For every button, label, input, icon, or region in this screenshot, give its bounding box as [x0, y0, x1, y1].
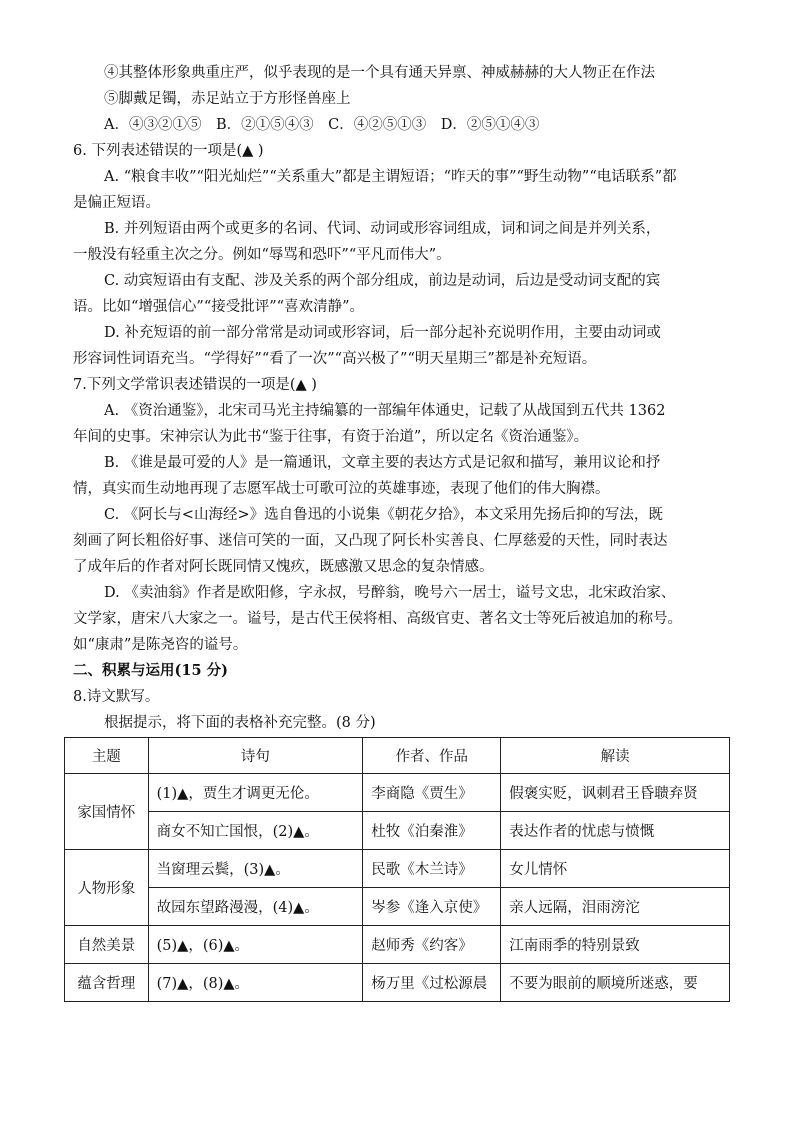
q7-option-d-line2: 文学家，唐宋八大家之一。谥号，是古代王侯将相、高级官吏、著名文士等死后被追加的称号。 [73, 611, 682, 627]
q5-choices: A．④③②①⑤ B．②①⑤④③ C．④②⑤①③ D．②⑤①④③ [104, 117, 540, 133]
q6-option-b-line1: B. 并列短语由两个或更多的名词、代词、动词或形容词组成，词和词之间是并列关系， [104, 221, 661, 237]
table-row [65, 926, 730, 964]
verse-cell: (7)▲，(8)▲。 [148, 964, 363, 1002]
author-cell: 杜牧《泊秦淮》 [363, 812, 501, 850]
header-theme: 主题 [65, 738, 149, 774]
verse-cell: (5)▲，(6)▲。 [148, 926, 363, 964]
table-row [65, 812, 730, 850]
q6-option-c-line2: 语。比如“增强信心”“接受批评”“喜欢清静”。 [73, 299, 364, 315]
q7-option-a-line2: 年间的史事。宋神宗认为此书“鉴于往事，有资于治道”，所以定名《资治通鉴》。 [73, 429, 589, 445]
q8-instruction: 根据提示，将下面的表格补充完整。(8 分) [104, 715, 376, 731]
verse-cell: 当窗理云鬓，(3)▲。 [148, 850, 363, 888]
q6-option-a-line1: A. “粮食丰收”“阳光灿烂”“关系重大”都是主谓短语；“昨天的事”“野生动物”“电话联系”都 [104, 169, 677, 185]
table-row [65, 888, 730, 926]
q7-option-b-line2: 情，真实而生动地再现了志愿军战士可歌可泣的英雄事迹，表现了他们的伟大胸襟。 [73, 481, 610, 497]
table-row [65, 964, 730, 1002]
q6-title: 6. 下列表述错误的一项是(▲ ) [73, 143, 264, 159]
note-cell: 不要为眼前的顺境所迷惑，要 [501, 964, 730, 1002]
theme-cell: 自然美景 [65, 926, 149, 964]
header-author: 作者、作品 [363, 738, 501, 774]
note-cell: 女儿情怀 [501, 850, 730, 888]
q6-option-d-line1: D. 补充短语的前一部分常常是动词或形容词，后一部分起补充说明作用，主要由动词或 [104, 325, 661, 341]
q7-option-d-line3: 如“康肃”是陈尧咨的谥号。 [73, 637, 248, 653]
note-cell: 江南雨季的特别景致 [501, 926, 730, 964]
q7-option-b-line1: B. 《谁是最可爱的人》是一篇通讯，文章主要的表达方式是记叙和描写，兼用议论和抒 [104, 455, 661, 471]
note-cell: 表达作者的忧虑与愤慨 [501, 812, 730, 850]
poetry-table [64, 737, 730, 1002]
section-2-heading: 二、积累与运用(15 分) [73, 662, 228, 679]
table-header-row [65, 738, 730, 774]
q6-option-c-line1: C. 动宾短语由有支配、涉及关系的两个部分组成，前边是动词，后边是受动词支配的宾 [104, 273, 661, 289]
author-cell: 李商隐《贾生》 [363, 774, 501, 812]
option-5-text: ⑤脚戴足镯，赤足站立于方形怪兽座上 [104, 91, 351, 107]
q7-option-c-line2: 刻画了阿长粗俗好事、迷信可笑的一面，又凸现了阿长朴实善良、仁厚慈爱的天性，同时表达 [73, 533, 668, 549]
header-verse: 诗句 [148, 738, 363, 774]
q7-option-d-line1: D. 《卖油翁》作者是欧阳修，字永叔，号醉翁，晚号六一居士，谥号文忠，北宋政治家、 [104, 585, 676, 601]
table-row [65, 850, 730, 888]
verse-cell: 商女不知亡国恨，(2)▲。 [148, 812, 363, 850]
note-cell: 亲人远隔，泪雨滂沱 [501, 888, 730, 926]
theme-cell: 蕴含哲理 [65, 964, 149, 1002]
q6-option-b-line2: 一般没有轻重主次之分。例如“辱骂和恐吓”“平凡而伟大”。 [73, 247, 451, 263]
q8-title: 8.诗文默写。 [73, 689, 160, 705]
author-cell: 赵师秀《约客》 [363, 926, 501, 964]
option-4-text: ④其整体形象典重庄严，似乎表现的是一个具有通天异禀、神威赫赫的大人物正在作法 [104, 65, 655, 81]
author-cell: 杨万里《过松源晨 [363, 964, 501, 1002]
note-cell: 假褒实贬，讽刺君王昏聩弃贤 [501, 774, 730, 812]
verse-cell: 故园东望路漫漫，(4)▲。 [148, 888, 363, 926]
q7-title: 7.下列文学常识表述错误的一项是(▲ ) [73, 377, 317, 393]
author-cell: 岑参《逢入京使》 [363, 888, 501, 926]
author-cell: 民歌《木兰诗》 [363, 850, 501, 888]
q6-option-a-line2: 是偏正短语。 [73, 195, 160, 211]
q7-option-c-line1: C. 《阿长与<山海经>》选自鲁迅的小说集《朝花夕拾》，本文采用先扬后抑的写法，既 [104, 507, 663, 523]
header-note: 解读 [501, 738, 730, 774]
theme-cell: 家国情怀 [65, 774, 149, 850]
theme-cell: 人物形象 [65, 850, 149, 926]
verse-cell: (1)▲，贾生才调更无伦。 [148, 774, 363, 812]
table-row [65, 774, 730, 812]
q7-option-c-line3: 了成年后的作者对阿长既同情又愧疚，既感激又思念的复杂情感。 [73, 559, 494, 575]
q6-option-d-line2: 形容词性词语充当。“学得好”“看了一次”“高兴极了”“明天星期三”都是补充短语。 [73, 351, 597, 367]
q7-option-a-line1: A. 《资治通鉴》，北宋司马光主持编纂的一部编年体通史，记载了从战国到五代共 1362 [104, 403, 666, 419]
